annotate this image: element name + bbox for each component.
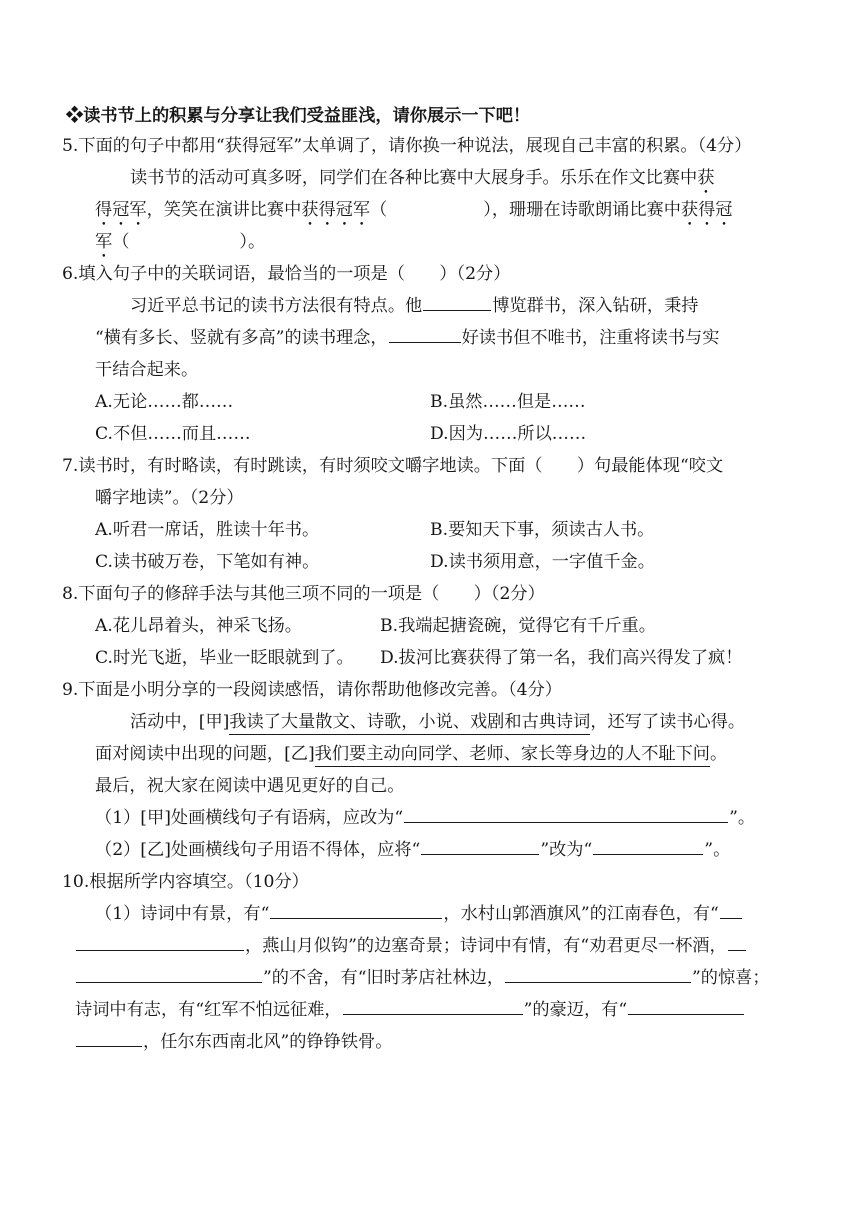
q6-stem: 6.填入句子中的关联词语，最恰当的一项是（ ）（2分）	[62, 264, 511, 284]
q6-blank-1[interactable]	[423, 290, 491, 311]
q6-para-1: 习近平总书记的读书方法很有特点。他 博览群书，深入钻研，秉持	[130, 290, 698, 322]
q10-blank-2b[interactable]	[76, 930, 244, 951]
q8-option-a: A.花儿昂着头，神采飞扬。	[95, 616, 302, 636]
q8-stem: 8.下面句子的修辞手法与其他三项不同的一项是（ ）（2分）	[62, 584, 545, 604]
q10-line1: （1）诗词中有景，有“ ，水村山郭酒旗风”的江南春色，有“	[95, 898, 743, 930]
q6-option-b: B.虽然……但是……	[430, 392, 586, 412]
q5-line1: 读书节的活动可真多呀，同学们在各种比赛中大展身手。乐乐在作文比赛中获	[130, 168, 715, 188]
q6-para-3: 干结合起来。	[95, 360, 199, 380]
q10-blank-4[interactable]	[505, 962, 691, 983]
q7-option-c: C.读书破万卷，下笔如有神。	[95, 552, 320, 572]
q5-stem: 5.下面的句子中都用“获得冠军”太单调了，请你换一种说法，展现自己丰富的积累。（4分）	[62, 136, 752, 156]
q6-option-c: C.不但……而且……	[95, 424, 251, 444]
q9-sub-2: （2）[乙]处画横线句子用语不得体，应将“ ”改为“ ”。	[95, 834, 730, 866]
q9-answer-2b[interactable]	[593, 834, 703, 855]
q9-para-2: 面对阅读中出现的问题，[乙]我们要主动向同学、老师、家长等身边的人不耻下问。	[95, 738, 727, 770]
q7-option-d: D.读书须用意，一字值千金。	[430, 552, 655, 572]
q6-option-a: A.无论……都……	[95, 392, 234, 412]
q8-option-c: C.时光飞逝，毕业一眨眼就到了。	[95, 648, 354, 668]
q10-line3: ”的不舍，有“旧时茅店社林边， ”的惊喜；	[75, 962, 770, 994]
q10-blank-6a[interactable]	[628, 994, 744, 1015]
q7-option-a: A.听君一席话，胜读十年书。	[95, 520, 320, 540]
q5-line3: 军（ ）。	[95, 232, 266, 252]
q9-jia-sentence: 我读了大量散文、诗歌，小说、戏剧和古典诗词	[229, 712, 590, 735]
q9-answer-1[interactable]	[404, 802, 728, 823]
q9-yi-sentence: 我们要主动向同学、老师、家长等身边的人不耻下问	[315, 744, 710, 767]
q5-line2: 得冠军，笑笑在演讲比赛中获得冠军（ ），珊珊在诗歌朗诵比赛中获得冠	[95, 200, 733, 220]
q9-para-3: 最后，祝大家在阅读中遇见更好的自己。	[95, 776, 405, 796]
q8-option-b: B.我端起搪瓷碗，觉得它有千斤重。	[380, 616, 656, 636]
q10-blank-2a[interactable]	[720, 898, 742, 919]
q10-line2: ，燕山月似钩”的边塞奇景；诗词中有情，有“劝君更尽一杯酒，	[75, 930, 747, 962]
q10-blank-5[interactable]	[343, 994, 523, 1015]
q9-sub-1: （1）[甲]处画横线句子有语病，应改为“ ”。	[95, 802, 755, 834]
q10-blank-1[interactable]	[270, 898, 442, 919]
q10-blank-6b[interactable]	[76, 1026, 142, 1047]
q10-blank-3b[interactable]	[76, 962, 262, 983]
q10-line4: 诗词中有志，有“红军不怕远征难， ”的豪迈，有“	[75, 994, 745, 1026]
q6-blank-2[interactable]	[389, 322, 461, 343]
q6-para-2: “横有多长、竖就有多高”的读书理念， 好读书但不唯书，注重将读书与实	[95, 322, 719, 354]
q7-stem-line2: 嚼字地读”。（2分）	[95, 488, 244, 508]
q7-option-b: B.要知天下事，须读古人书。	[430, 520, 655, 540]
q9-para-1: 活动中，[甲]我读了大量散文、诗歌，小说、戏剧和古典诗词，还写了读书心得。	[130, 706, 745, 738]
q10-blank-3a[interactable]	[728, 930, 746, 951]
q6-option-d: D.因为……所以……	[430, 424, 587, 444]
q8-option-d: D.拔河比赛获得了第一名，我们高兴得发了疯！	[380, 648, 743, 668]
q10-line5: ，任尔东西南北风”的铮铮铁骨。	[75, 1026, 392, 1058]
q10-stem: 10.根据所学内容填空。（10分）	[62, 872, 309, 892]
q9-stem: 9.下面是小明分享的一段阅读感悟，请你帮助他修改完善。（4分）	[62, 680, 562, 700]
q7-stem-line1: 7.读书时，有时略读，有时跳读，有时须咬文嚼字地读。下面（ ）句最能体现“咬文	[62, 456, 724, 476]
q9-answer-2a[interactable]	[421, 834, 539, 855]
section-intro: ❖读书节上的积累与分享让我们受益匪浅，请你展示一下吧！	[66, 106, 531, 126]
